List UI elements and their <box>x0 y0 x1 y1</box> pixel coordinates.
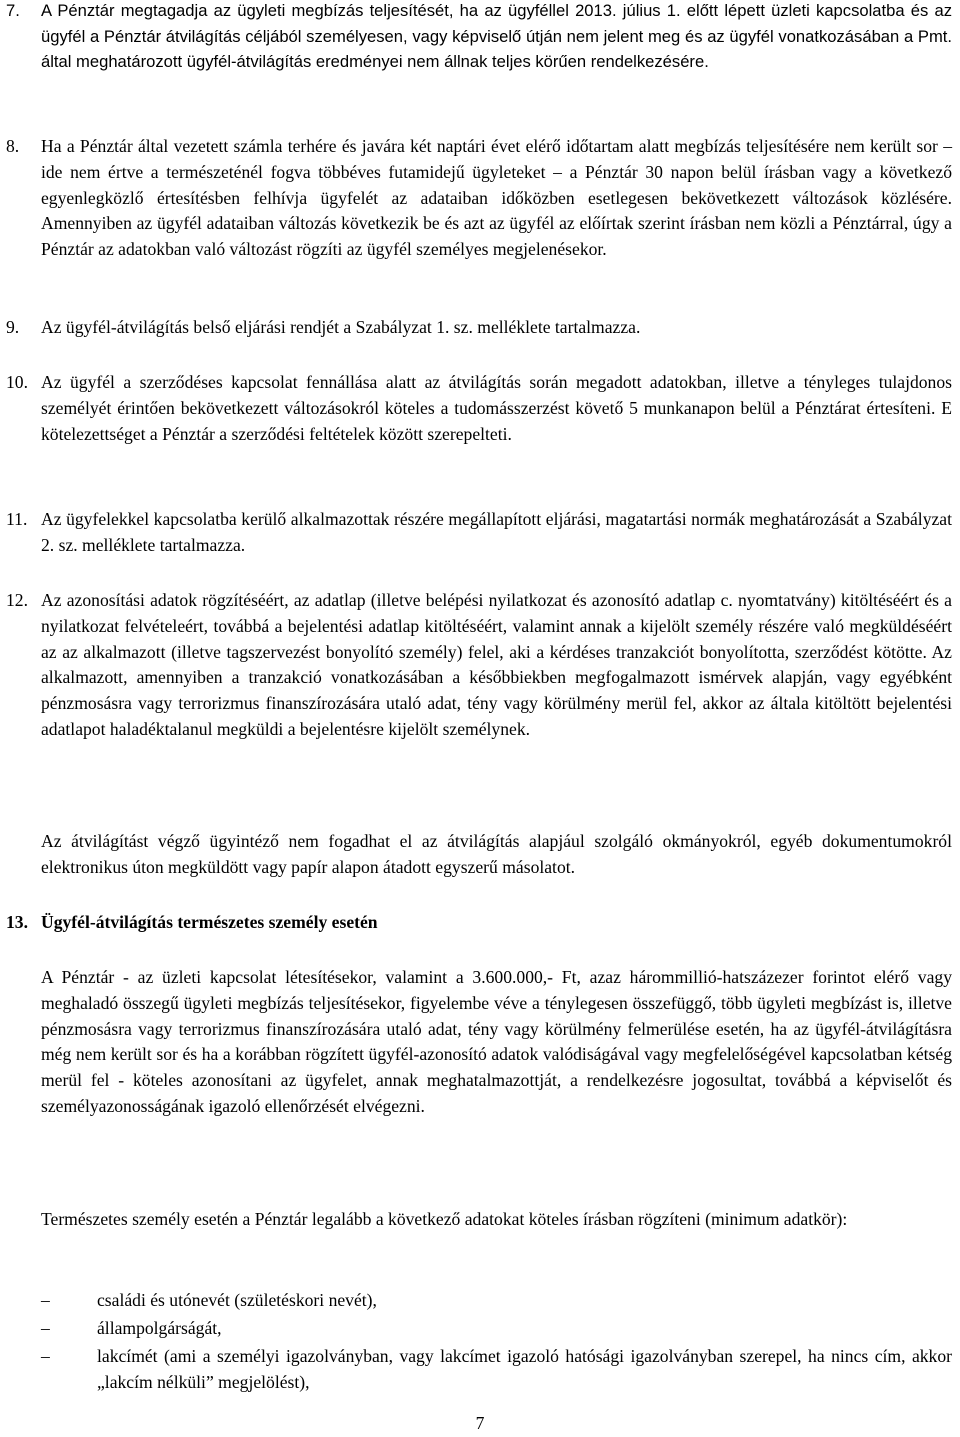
paragraph-text: Az ügyfél-átvilágítás belső eljárási rendjét a Szabályzat 1. sz. melléklete tartalmazza. <box>41 317 641 337</box>
section-13-paragraph-2: Természetes személy esetén a Pénztár legalább a következő adatokat köteles írásban rögzíteni (minimum adatkör): <box>41 1209 848 1229</box>
section-13-paragraph-1: A Pénztár - az üzleti kapcsolat létesítésekor, valamint a 3.600.000,- Ft, azaz hárommillió-hatszázezer forintot elérő vagy meghaladó összegű ügyleti megbízás teljesítésekor, figyelembe véve a ténylegesen összefüggő, több ügyleti megbízást is, illetve pénzmosásra vagy terrorizmus finanszírozására utaló adat, tény vagy körülmény felmerülése esetén, ha az ügyfél-átvilágításra még nem került sor és ha a korábban rögzített ügyfél-azonosító adatok valódiságával vagy megfelelőségével kapcsolatban kétség merül fel - köteles azonosítani az ügyfelet, annak meghatalmazottját, a rendelkezésre jogosultat, továbbá a képviselőt és személyazonosságának igazoló ellenőrzését elvégezni. <box>41 967 952 1116</box>
list-item-text: lakcímét (ami a személyi igazolványban, vagy lakcímet igazoló hatósági igazolványban szerepel, ha nincs cím, akkor „lakcím nélküli” megjelölést), <box>97 1346 952 1392</box>
paragraph-number: 9. <box>6 317 20 337</box>
paragraph-text: Az ügyfelekkel kapcsolatba kerülő alkalmazottak részére megállapított eljárási, magatartási normák meghatározását a Szabályzat 2. sz. melléklete tartalmazza. <box>41 509 952 555</box>
paragraph-number: 11. <box>6 509 28 529</box>
paragraph-text: Ha a Pénztár által vezetett számla terhére és javára két naptári évet elérő időtartam alatt megbízás teljesítésére nem került sor – ide nem értve a természeténél fogva többéves futamidejű ügyleteket – a Pénztár 30 napon belül írásban vagy a következő egyenlegközlő értesítésben felhívja ügyfelét az adataiban időközben esetlegesen bekövetkezett változások közlésére. Amennyiben az ügyfél adataiban változás következik be és azt az ügyfél az előírtak szerint írásban nem közli a Pénztárral, úgy a Pénztár az adatokban való változást rögzíti az ügyfél személyes megjelenésekor. <box>41 136 952 260</box>
paragraph-9 <box>6 315 952 341</box>
paragraph-11 <box>6 507 952 559</box>
dash-bullet: – <box>41 1346 50 1366</box>
list-item <box>41 1344 952 1396</box>
paragraph-text: Az azonosítási adatok rögzítéséért, az adatlap (illetve belépési nyilatkozat és azonosító adatlap c. nyomtatvány) kitöltéséért és a nyilatkozat felvételeért, továbbá a bejelentési adatlap kitöltéséért, valamint annak a kijelölt személy részére való megküldéséért az az alkalmazott (illetve tagszervezést bonyolító személy) felel, aki a kérdéses tranzakciót bonyolította, szerződést kötötte. Az alkalmazott, amennyiben a tranzakció vonatkozásában a későbbiekben megfogalmazott ismérvek alapján, vagy egyébként pénzmosásra vagy terrorizmus finanszírozására utaló adat, tény vagy körülmény merül fel, akkor az általa kitöltött bejelentési adatlapot haladéktalanul megküldi a bejelentésre kijelölt személynek. <box>41 590 952 739</box>
list-item-text: állampolgárságát, <box>97 1318 222 1338</box>
section-13-heading <box>6 910 952 936</box>
paragraph-12 <box>6 588 952 743</box>
paragraph-8 <box>6 134 952 263</box>
section-number: 13. <box>6 912 28 932</box>
paragraph-number: 8. <box>6 136 20 156</box>
paragraph-number: 10. <box>6 372 28 392</box>
paragraph-number: 12. <box>6 590 28 610</box>
list-item <box>41 1316 952 1342</box>
paragraph-7 <box>6 0 952 75</box>
paragraph-text: Az ügyfél a szerződéses kapcsolat fennállása alatt az átvilágítás során megadott adatokban, illetve a tényleges tulajdonos személyét érintően bekövetkezett változásokról köteles a tudomásszerzést követő 5 munkanapon belül a Pénztárat értesíteni. E kötelezettséget a Pénztár a szerződési feltételek között szerepelteti. <box>41 372 952 444</box>
paragraph-10 <box>6 370 952 447</box>
dash-bullet: – <box>41 1318 50 1338</box>
page-number: 7 <box>475 1413 485 1433</box>
paragraph-text: A Pénztár megtagadja az ügyleti megbízás teljesítését, ha az ügyféllel 2013. július 1. előtt lépett üzleti kapcsolatba és az ügyfél a Pénztár átvilágítás céljából személyesen, vagy képviselő útján nem jelent meg és az ügyfél vonatkozásában a Pmt. által meghatározott ügyfél-átvilágítás eredményei nem állnak teljes körűen rendelkezésére. <box>41 1 952 72</box>
section-title: Ügyfél-átvilágítás természetes személy esetén <box>41 912 378 932</box>
list-item-text: családi és utónevét (születéskori nevét), <box>97 1290 377 1310</box>
list-item <box>41 1288 952 1314</box>
dash-bullet: – <box>41 1290 50 1310</box>
paragraph-12-continuation: Az átvilágítást végző ügyintéző nem fogadhat el az átvilágítás alapjául szolgáló okmányokról, egyéb dokumentumokról elektronikus úton megküldött vagy papír alapon átadott egyszerű másolatot. <box>41 831 952 877</box>
paragraph-number: 7. <box>6 1 20 20</box>
